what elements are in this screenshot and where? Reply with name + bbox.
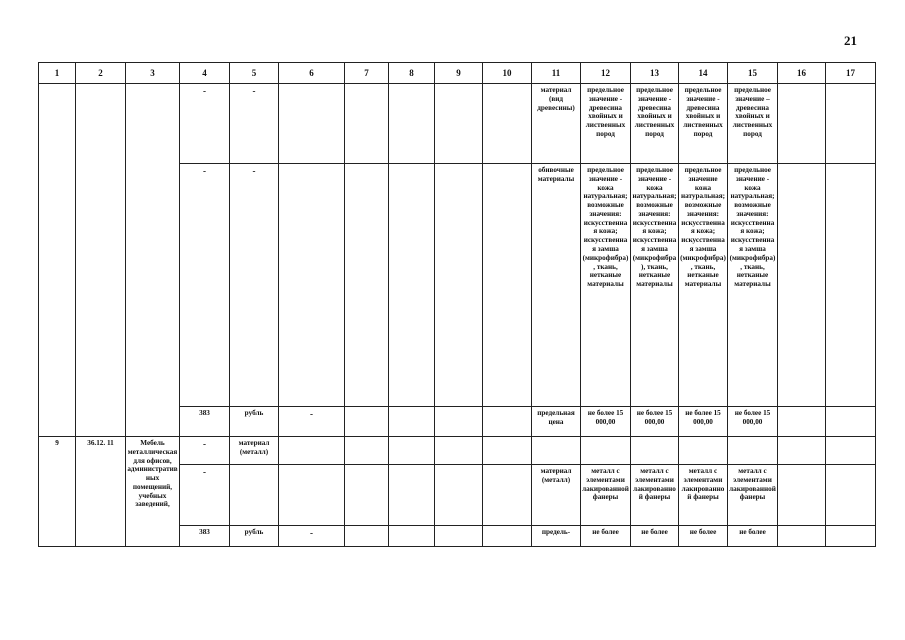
cell-value: предельное значение - древесина хвойных и лиственных пород: [631, 84, 679, 164]
cell-empty: [279, 84, 345, 164]
cell-unit: материал (металл): [230, 437, 279, 465]
page-number: 21: [844, 33, 857, 48]
cell-empty: [826, 84, 876, 164]
cell-empty: [279, 164, 345, 407]
header-cell: 14: [679, 63, 728, 84]
cell-empty: [532, 437, 581, 465]
cell-unit: -: [230, 164, 279, 407]
cell-okpd-code: 36.12. 11: [76, 437, 126, 547]
cell-item-number: 9: [39, 437, 76, 547]
cell-empty: [126, 84, 180, 437]
cell-value: металл с элементами лакированной фанеры: [728, 465, 778, 526]
cell-code: 383: [180, 407, 230, 437]
cell-empty: [483, 437, 532, 465]
header-row: [39, 63, 876, 84]
cell-empty: [778, 407, 826, 437]
cell-empty: [483, 465, 532, 526]
cell-empty: [826, 437, 876, 465]
cell-empty: [778, 164, 826, 407]
cell-value: не более 15 000,00: [679, 407, 728, 437]
header-cell: 9: [435, 63, 483, 84]
cell-empty: [389, 407, 435, 437]
cell-empty: [435, 84, 483, 164]
cell-empty: [345, 526, 389, 547]
header-cell: 2: [76, 63, 126, 84]
cell-empty: [435, 465, 483, 526]
header-cell: 16: [778, 63, 826, 84]
cell-empty: [435, 437, 483, 465]
cell-code: -: [180, 164, 230, 407]
cell-empty: [345, 164, 389, 407]
cell-empty: [826, 526, 876, 547]
cell-value: не более: [581, 526, 631, 547]
header-cell: 8: [389, 63, 435, 84]
cell-value: предельное значение – древесина хвойных и лиственных пород: [728, 84, 778, 164]
cell-empty: [39, 84, 76, 437]
cell-code: -: [180, 437, 230, 465]
table-row: [39, 437, 876, 465]
cell-value: не более: [631, 526, 679, 547]
cell-empty: [435, 164, 483, 407]
header-cell: 6: [279, 63, 345, 84]
header-cell: 17: [826, 63, 876, 84]
cell-value: не более 15 000,00: [581, 407, 631, 437]
header-cell: 5: [230, 63, 279, 84]
cell-code: -: [180, 84, 230, 164]
cell-empty: [389, 526, 435, 547]
header-cell: 10: [483, 63, 532, 84]
cell-unit: -: [230, 84, 279, 164]
cell-empty: [345, 84, 389, 164]
cell-empty: [483, 407, 532, 437]
cell-empty: [631, 437, 679, 465]
cell-unit: рубль: [230, 407, 279, 437]
cell-value: не более 15 000,00: [728, 407, 778, 437]
header-cell: 13: [631, 63, 679, 84]
header-cell: 11: [532, 63, 581, 84]
cell-empty: [389, 164, 435, 407]
cell-empty: [435, 526, 483, 547]
cell-empty: [279, 465, 345, 526]
cell-empty: [826, 164, 876, 407]
cell-item-name: Мебель металлическая для офисов, административных помещений, учебных заведений,: [126, 437, 180, 547]
cell-value: предельное значение - древесина хвойных и лиственных пород: [581, 84, 631, 164]
cell-empty: [778, 526, 826, 547]
cell-empty: [76, 84, 126, 437]
cell-empty: [230, 465, 279, 526]
cell-value: предельное значение - кожа натуральная; возможные значения: искусственная кожа; искусственная замша (микрофибра), ткань, нетканые материалы: [631, 164, 679, 407]
cell-characteristic: материал (металл): [532, 465, 581, 526]
cell-code: 383: [180, 526, 230, 547]
cell-value: металл с элементами лакированной фанеры: [631, 465, 679, 526]
cell-value: не более 15 000,00: [631, 407, 679, 437]
header-cell: 15: [728, 63, 778, 84]
cell-characteristic: обивочные материалы: [532, 164, 581, 407]
cell-empty: [826, 407, 876, 437]
cell-empty: [826, 465, 876, 526]
cell-characteristic: предель-: [532, 526, 581, 547]
cell-empty: [483, 164, 532, 407]
cell-empty: [279, 437, 345, 465]
cell-empty: [389, 437, 435, 465]
cell-empty: [679, 437, 728, 465]
cell-empty: [483, 84, 532, 164]
cell-dash: -: [279, 407, 345, 437]
cell-value: не более: [728, 526, 778, 547]
cell-value: предельное значение кожа натуральная; возможные значения: искусственная кожа; искусственная замша (микрофибра), ткань, нетканые материалы: [679, 164, 728, 407]
cell-value: предельное значение - кожа натуральная; возможные значения: искусственная кожа; искусственная замша (микрофибра), ткань, нетканые материалы: [581, 164, 631, 407]
header-cell: 3: [126, 63, 180, 84]
cell-value: металл с элементами лакированной фанеры: [581, 465, 631, 526]
cell-value: не более: [679, 526, 728, 547]
table-row: [39, 84, 876, 164]
cell-characteristic: материал (вид древесины): [532, 84, 581, 164]
cell-dash: -: [279, 526, 345, 547]
cell-empty: [778, 465, 826, 526]
cell-value: металл с элементами лакированной фанеры: [679, 465, 728, 526]
cell-empty: [389, 84, 435, 164]
cell-empty: [728, 437, 778, 465]
header-cell: 4: [180, 63, 230, 84]
cell-value: предельное значение - древесина хвойных и лиственных пород: [679, 84, 728, 164]
cell-empty: [345, 407, 389, 437]
cell-empty: [389, 465, 435, 526]
cell-empty: [483, 526, 532, 547]
cell-empty: [778, 437, 826, 465]
cell-unit: рубль: [230, 526, 279, 547]
cell-value: предельное значение - кожа натуральная; возможные значения: искусственная кожа; искусственная замша (микрофибра), ткань, нетканые материалы: [728, 164, 778, 407]
cell-empty: [581, 437, 631, 465]
cell-empty: [345, 437, 389, 465]
header-cell: 12: [581, 63, 631, 84]
cell-code: -: [180, 465, 230, 526]
header-cell: 7: [345, 63, 389, 84]
specification-table: [38, 62, 876, 547]
cell-empty: [778, 84, 826, 164]
header-cell: 1: [39, 63, 76, 84]
cell-characteristic: предельная цена: [532, 407, 581, 437]
cell-empty: [435, 407, 483, 437]
cell-empty: [345, 465, 389, 526]
